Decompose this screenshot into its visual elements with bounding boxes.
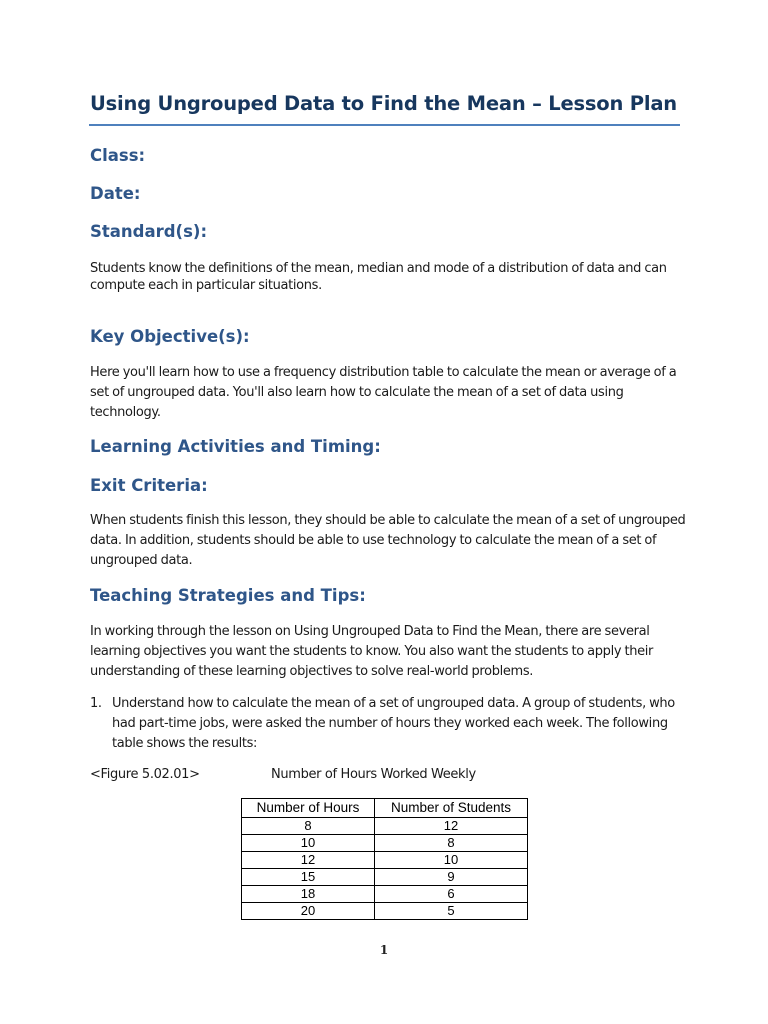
table-cell-hours: 12 bbox=[242, 852, 375, 869]
hours-worked-table bbox=[241, 798, 528, 920]
activities-heading: Learning Activities and Timing: bbox=[90, 437, 381, 456]
table-cell-hours: 20 bbox=[242, 903, 375, 920]
table-cell-students: 10 bbox=[375, 852, 528, 869]
list-item-text: Understand how to calculate the mean of a set of ungrouped data. A group of students, who had part-time jobs, were asked the number of hours they worked each week. The following table shows the results: bbox=[112, 696, 675, 751]
standards-heading: Standard(s): bbox=[90, 222, 208, 241]
table-cell-hours: 10 bbox=[242, 835, 375, 852]
strategies-heading: Teaching Strategies and Tips: bbox=[90, 586, 366, 605]
exit-criteria-paragraph: When students finish this lesson, they should be able to calculate the mean of a set of ungrouped data. In addition, students should be able to use technology to calculate the mean of a set of ungrouped data. bbox=[90, 513, 686, 568]
date-heading: Date: bbox=[90, 184, 141, 203]
list-item bbox=[90, 694, 690, 756]
page-number: 1 bbox=[379, 943, 389, 957]
table-cell-students: 5 bbox=[375, 903, 528, 920]
table-row bbox=[242, 852, 528, 869]
table-row bbox=[242, 835, 528, 852]
table-row bbox=[242, 818, 528, 835]
table-row bbox=[242, 886, 528, 903]
table-row bbox=[242, 869, 528, 886]
table-cell-hours: 8 bbox=[242, 818, 375, 835]
table-cell-students: 8 bbox=[375, 835, 528, 852]
standards-paragraph: Students know the definitions of the mean, median and mode of a distribution of data and can compute each in particular situations. bbox=[90, 261, 667, 293]
exit-criteria-heading: Exit Criteria: bbox=[90, 476, 208, 495]
table-header-row bbox=[242, 799, 528, 818]
table-cell-students: 6 bbox=[375, 886, 528, 903]
figure-reference: <Figure 5.02.01> bbox=[90, 767, 200, 782]
class-heading: Class: bbox=[90, 146, 146, 165]
table-cell-students: 9 bbox=[375, 869, 528, 886]
objectives-heading: Key Objective(s): bbox=[90, 327, 250, 346]
table-row bbox=[242, 903, 528, 920]
document-title: Using Ungrouped Data to Find the Mean – Lesson Plan bbox=[90, 92, 677, 115]
table-cell-hours: 15 bbox=[242, 869, 375, 886]
title-underline bbox=[89, 124, 680, 126]
table-cell-students: 12 bbox=[375, 818, 528, 835]
column-header-students: Number of Students bbox=[375, 799, 528, 818]
list-item-number: 1. bbox=[90, 696, 102, 711]
figure-caption: Number of Hours Worked Weekly bbox=[271, 767, 476, 782]
objectives-paragraph: Here you'll learn how to use a frequency distribution table to calculate the mean or average of a set of ungrouped data. You'll also learn how to calculate the mean of a set of data using technology. bbox=[90, 365, 677, 420]
strategies-paragraph: In working through the lesson on Using Ungrouped Data to Find the Mean, there are several learning objectives you want the students to know. You also want the students to apply their understanding of these learning objectives to solve real-world problems. bbox=[90, 624, 653, 679]
table-cell-hours: 18 bbox=[242, 886, 375, 903]
column-header-hours: Number of Hours bbox=[242, 799, 375, 818]
